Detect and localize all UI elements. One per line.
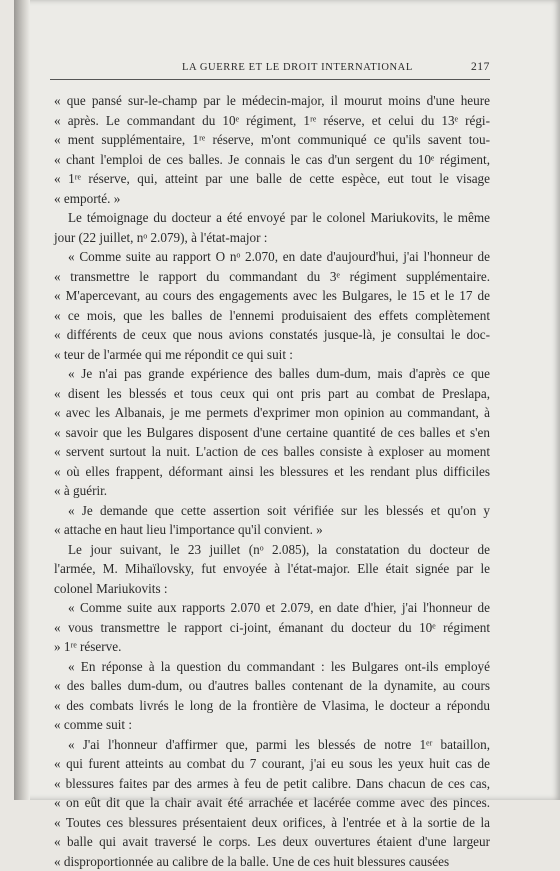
text-line: » 1ʳᵉ réserve. — [54, 637, 490, 657]
text-line: « où elles frappent, déformant ainsi les blessures et les rendant plus difficiles — [54, 462, 490, 482]
text-line: l'armée, M. Mihaïlovsky, fut envoyée à l'état-major. Elle était signée par le — [54, 559, 490, 579]
text-line: jour (22 juillet, nᵒ 2.079), à l'état-major : — [54, 228, 490, 248]
text-line: « disent les blessés et tous ceux qui ont pris part au combat de Preslapa, — [54, 384, 490, 404]
text-line: colonel Mariukovits : — [54, 579, 490, 599]
text-line: « que pansé sur-le-champ par le médecin-major, il mourut moins d'une heure — [54, 91, 490, 111]
text-line: « teur de l'armée qui me répondit ce qui suit : — [54, 345, 490, 365]
text-line: « Comme suite aux rapports 2.070 et 2.079, en date d'hier, j'ai l'honneur de — [54, 598, 490, 618]
text-line: « avec les Albanais, je me permets d'exprimer mon opinion au commandant, à — [54, 403, 490, 423]
text-line: « attache en haut lieu l'importance qu'il convient. » — [54, 520, 490, 540]
text-line: « vous transmettre le rapport ci-joint, émanant du docteur du 10ᵉ régiment — [54, 618, 490, 638]
header-rule — [50, 79, 490, 80]
text-line: « ment supplémentaire, 1ʳᵉ réserve, m'ont communiqué ce qu'ils savent tou- — [54, 130, 490, 150]
text-line: « En réponse à la question du commandant : les Bulgares ont-ils employé — [54, 657, 490, 677]
page-header — [50, 62, 490, 76]
text-line: « 1ʳᵉ réserve, qui, atteint par une balle de cette espèce, eut tout le visage — [54, 169, 490, 189]
text-line: « savoir que les Bulgares disposent d'une certaine quantité de ces balles et s'en — [54, 423, 490, 443]
text-line: « transmettre le rapport du commandant du 3ᵉ régiment supplémentaire. — [54, 267, 490, 287]
text-line: « servent surtout la nuit. L'action de ces balles consiste à exploser au moment — [54, 442, 490, 462]
body-text — [54, 91, 490, 871]
text-line: « à guérir. — [54, 481, 490, 501]
text-line: Le jour suivant, le 23 juillet (nᵒ 2.085), la constatation du docteur de — [54, 540, 490, 560]
text-line: « Je n'ai pas grande expérience des balles dum-dum, mais d'après ce que — [54, 364, 490, 384]
text-line: « disproportionnée au calibre de la balle. Une de ces huit blessures causées — [54, 852, 490, 871]
text-line: « Comme suite au rapport O nᵒ 2.070, en date d'aujourd'hui, j'ai l'honneur de — [54, 247, 490, 267]
page-gutter-shadow — [14, 0, 30, 800]
text-line: « M'apercevant, au cours des engagements avec les Bulgares, le 15 et le 17 de — [54, 286, 490, 306]
text-line: « différents de ceux que nous avions constatés jusque-là, je consultai le doc- — [54, 325, 490, 345]
text-line: « après. Le commandant du 10ᵉ régiment, 1ʳᵉ réserve, et celui du 13ᵉ régi- — [54, 111, 490, 131]
text-line: « balle qui avait traversé le corps. Les deux ouvertures étaient d'une largeur — [54, 832, 490, 852]
text-line: « ce mois, que les balles de l'ennemi produisaient des effets complètement — [54, 306, 490, 326]
text-line: Le témoignage du docteur a été envoyé par le colonel Mariukovits, le même — [54, 208, 490, 228]
text-line: « on eût dit que la chair avait été arrachée et lacérée comme avec des pinces. — [54, 793, 490, 813]
text-line: « qui furent atteints au combat du 7 courant, j'ai eu sous les yeux huit cas de — [54, 754, 490, 774]
text-line: « Toutes ces blessures présentaient deux orifices, à l'entrée et à la sortie de la — [54, 813, 490, 833]
text-line: « des balles dum-dum, ou d'autres balles contenant de la dynamite, au cours — [54, 676, 490, 696]
text-line: « comme suit : — [54, 715, 490, 735]
text-line: « des combats livrés le long de la frontière de Vlasima, le docteur a répondu — [54, 696, 490, 716]
text-line: « chant l'emploi de ces balles. Je connais le cas d'un sergent du 10ᵉ régiment, — [54, 150, 490, 170]
text-line: « Je demande que cette assertion soit vérifiée sur les blessés et qu'on y — [54, 501, 490, 521]
text-line: « J'ai l'honneur d'affirmer que, parmi les blessés de notre 1ᵉʳ bataillon, — [54, 735, 490, 755]
text-line: « emporté. » — [54, 189, 490, 209]
running-head: LA GUERRE ET LE DROIT INTERNATIONAL — [182, 62, 413, 73]
page-number: 217 — [471, 61, 490, 73]
text-line: « blessures faites par des armes à feu de petit calibre. Dans chacun de ces cas, — [54, 774, 490, 794]
